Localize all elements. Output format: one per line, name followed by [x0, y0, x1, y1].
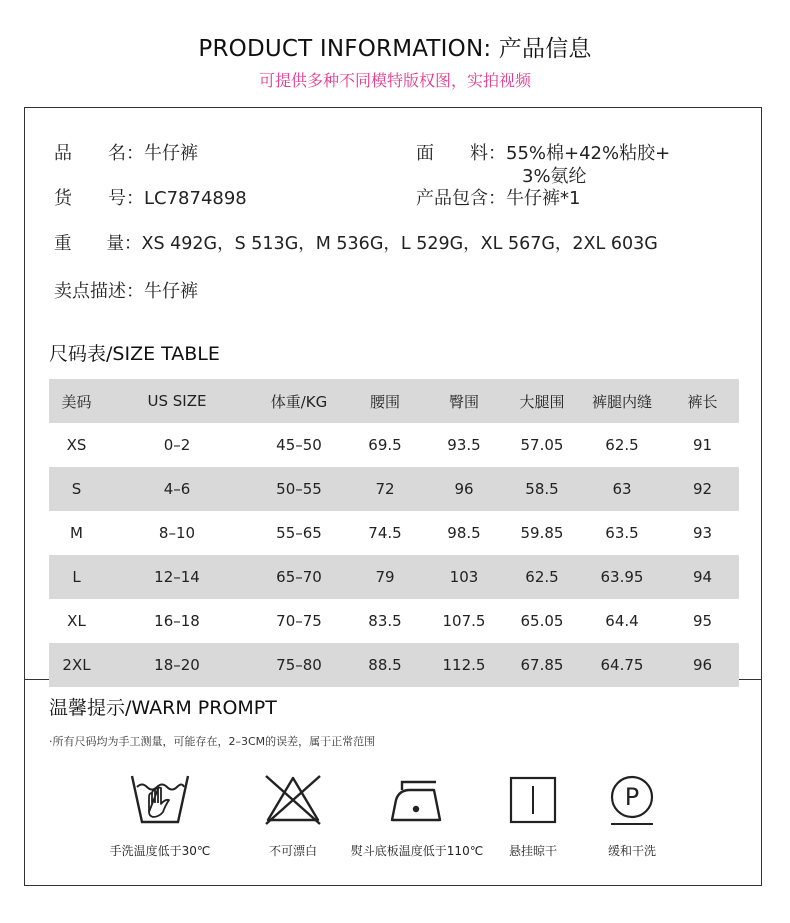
table-header-cell: 大腿围 — [506, 379, 578, 423]
table-header-cell: 裤腿内缝 — [578, 379, 666, 423]
table-cell: 95 — [692, 612, 713, 630]
table-cell: 96 — [422, 467, 506, 511]
table-row — [49, 423, 739, 467]
table-cell: 103 — [422, 555, 506, 599]
no-bleach-icon — [262, 772, 324, 828]
care-hand-wash — [85, 772, 235, 859]
care-dry-clean-label: 缓和干洗 — [607, 844, 656, 858]
table-cell: 64.75 — [578, 643, 666, 687]
table-cell: 4–6 — [104, 467, 250, 511]
table-cell: 18–20 — [104, 643, 250, 687]
care-line-dry-label: 悬挂晾干 — [508, 844, 557, 858]
table-header-cell: 臀围 — [422, 379, 506, 423]
care-iron-label: 熨斗底板温度低于110℃ — [350, 844, 484, 858]
name-value: 牛仔裤 — [144, 143, 198, 164]
table-cell: 2XL — [49, 643, 104, 687]
table-cell: 0–2 — [163, 436, 191, 454]
table-cell: 63 — [578, 467, 666, 511]
material-value-line2: 3%氨纶 — [522, 166, 587, 187]
table-cell: 96 — [666, 643, 739, 687]
material-value-line1: 55%棉+42%粘胶+ — [506, 143, 671, 164]
info-weight — [54, 230, 658, 255]
sku-label: 货 号： — [54, 188, 144, 209]
includes-label: 产品包含： — [416, 188, 506, 209]
table-header-row — [49, 379, 739, 423]
table-row — [49, 467, 739, 511]
sku-value: LC7874898 — [144, 188, 247, 209]
table-cell: 93.5 — [447, 436, 481, 454]
table-cell: 55–65 — [276, 524, 322, 542]
weight-value: XS 492G，S 513G，M 536G，L 529G，XL 567G，2XL 603G — [141, 234, 658, 254]
table-header-cell: 腰围 — [348, 379, 422, 423]
table-cell: 70–75 — [276, 612, 322, 630]
table-cell: 79 — [348, 555, 422, 599]
table-cell: 83.5 — [368, 612, 402, 630]
table-cell: 93 — [692, 524, 713, 542]
table-cell: S — [49, 467, 104, 511]
table-row — [49, 643, 739, 687]
warm-prompt-title: 温馨提示/WARM PROMPT — [49, 697, 277, 719]
table-cell: 88.5 — [348, 643, 422, 687]
care-dry-clean — [557, 772, 707, 859]
table-cell: 69.5 — [368, 436, 402, 454]
page-subtitle: 可提供多种不同模特版权图，实拍视频 — [258, 71, 531, 90]
includes-value: 牛仔裤*1 — [506, 188, 581, 209]
size-table — [49, 379, 739, 687]
table-row — [49, 599, 739, 643]
weight-label: 重 量： — [54, 234, 142, 254]
name-label: 品 名： — [54, 143, 144, 164]
selling-value: 牛仔裤 — [144, 281, 198, 302]
info-includes — [416, 184, 580, 210]
care-hand-wash-label: 手洗温度低于30℃ — [109, 844, 211, 858]
table-cell: 65.05 — [520, 612, 564, 630]
measurement-note: ·所有尺码均为手工测量，可能存在，2–3CM的误差，属于正常范围 — [49, 735, 376, 748]
table-cell: XL — [67, 612, 86, 630]
table-cell: 107.5 — [442, 612, 486, 630]
iron-icon — [386, 772, 448, 828]
line-dry-icon — [502, 772, 564, 828]
table-cell: 64.4 — [605, 612, 639, 630]
material-label: 面 料： — [416, 143, 506, 164]
table-cell: 112.5 — [422, 643, 506, 687]
table-cell: 8–10 — [158, 524, 196, 542]
dry-clean-symbol: P — [624, 783, 640, 811]
table-cell: 62.5 — [605, 436, 639, 454]
table-cell: 58.5 — [506, 467, 578, 511]
table-cell: 91 — [692, 436, 713, 454]
table-cell: 50–55 — [250, 467, 348, 511]
table-cell: 72 — [348, 467, 422, 511]
table-cell: M — [70, 524, 83, 542]
dry-clean-icon — [601, 772, 663, 828]
table-header-cell: 美码 — [49, 379, 104, 423]
table-cell: 16–18 — [154, 612, 200, 630]
table-cell: 92 — [666, 467, 739, 511]
table-cell: 63.95 — [578, 555, 666, 599]
info-selling — [54, 277, 198, 303]
table-row — [49, 511, 739, 555]
info-name — [54, 139, 198, 165]
page-title: PRODUCT INFORMATION: 产品信息 — [198, 36, 592, 62]
table-header-cell: 裤长 — [666, 379, 739, 423]
table-cell: 45–50 — [276, 436, 322, 454]
table-row — [49, 555, 739, 599]
info-sku — [54, 184, 247, 210]
table-cell: 12–14 — [104, 555, 250, 599]
table-cell: 57.05 — [520, 436, 564, 454]
table-cell: 65–70 — [250, 555, 348, 599]
table-cell: 62.5 — [506, 555, 578, 599]
table-cell: 59.85 — [520, 524, 564, 542]
hand-wash-icon — [129, 772, 191, 828]
table-cell: 63.5 — [605, 524, 639, 542]
table-header-cell: 体重/KG — [250, 379, 348, 423]
table-cell: 98.5 — [447, 524, 481, 542]
table-cell: 75–80 — [250, 643, 348, 687]
care-no-bleach-label: 不可漂白 — [268, 844, 317, 858]
selling-label: 卖点描述： — [54, 281, 144, 302]
table-header-cell: US SIZE — [104, 379, 250, 423]
size-table-title: 尺码表/SIZE TABLE — [49, 343, 220, 365]
table-cell: XS — [66, 436, 87, 454]
table-cell: 74.5 — [368, 524, 402, 542]
table-cell: 94 — [666, 555, 739, 599]
table-cell: L — [49, 555, 104, 599]
table-cell: 67.85 — [506, 643, 578, 687]
